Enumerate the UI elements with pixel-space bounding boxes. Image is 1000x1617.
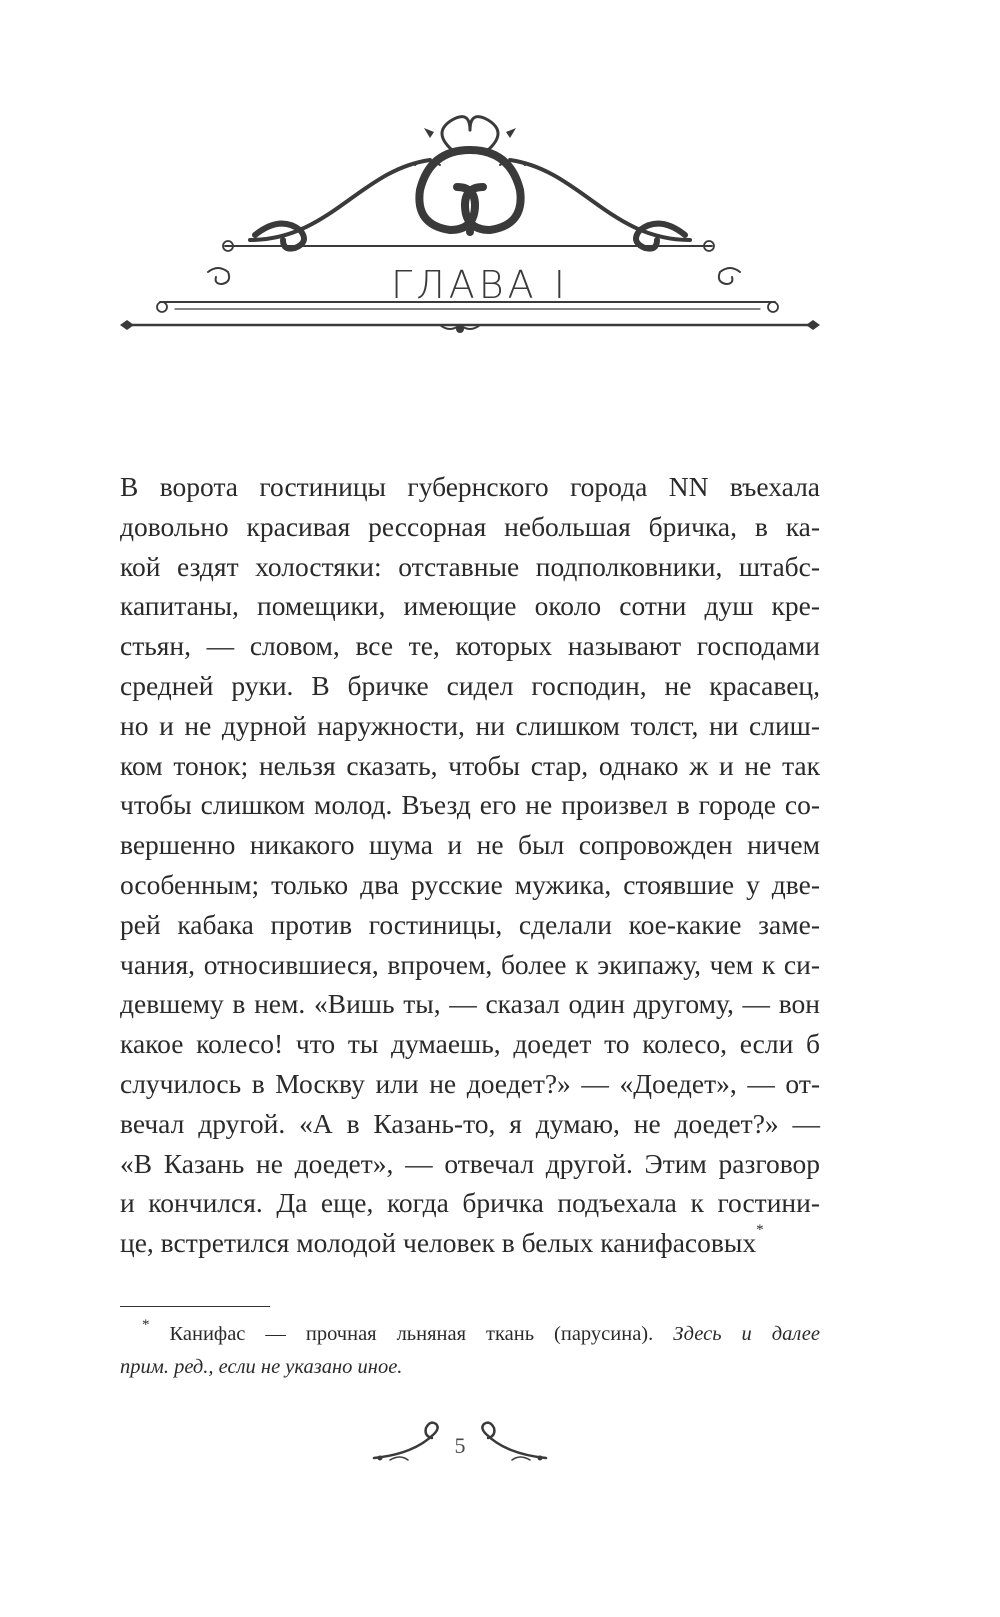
text-line: девшему в нем. «Вишь ты, — сказал один другому, — вон: [120, 988, 820, 1020]
text-line: чтобы слишком молод. Въезд его не произвел в городе со-: [120, 789, 820, 821]
text-line: це, встретился молодой человек в белых канифасовых: [120, 1227, 757, 1259]
footnote-reference: *: [756, 1222, 764, 1239]
text-line: стьян, — словом, все те, которых называют господами: [120, 630, 820, 662]
footnote-text: Канифас — прочная льняная ткань (парусина).: [169, 1323, 654, 1345]
text-line-last: [120, 1223, 820, 1263]
footnote-divider: [120, 1306, 270, 1307]
text-line: чания, относившиеся, впрочем, более к экипажу, чем к си-: [120, 948, 820, 980]
footnote-line: [120, 1318, 820, 1351]
footnote-line: [120, 1351, 820, 1384]
text-line: В ворота гостиницы губернского города NN въехала: [120, 471, 820, 502]
text-line: средней руки. В бричке сидел господин, не красавец,: [120, 669, 820, 701]
text-line: кой ездят холостяки: отставные подполковники, штабс-: [120, 550, 820, 582]
text-line: случилось в Москву или не доедет?» — «Доедет», — от-: [120, 1067, 820, 1099]
footnote: [120, 1318, 820, 1384]
footnote-marker: *: [142, 1317, 150, 1333]
footnote-italic: Здесь и далее: [673, 1323, 820, 1345]
text-line: рей кабака против гостиницы, сделали кое-какие заме-: [120, 908, 820, 940]
footnote-italic: прим. ред., если не указано иное.: [120, 1356, 403, 1378]
text-line: но и не дурной наружности, ни слишком толст, ни слиш-: [120, 709, 820, 741]
text-line: и кончился. Да еще, когда бричка подъехала к гостини-: [120, 1187, 820, 1219]
text-line: вершенно никакого шума и не был сопровожден ничем: [120, 829, 820, 861]
text-line: довольно красивая рессорная небольшая бричка, в ка-: [120, 510, 820, 542]
body-text: [120, 467, 820, 1263]
text-line: капитаны, помещики, имеющие около сотни душ кре-: [120, 590, 820, 622]
text-line: «В Казань не доедет», — отвечал другой. Этим разговор: [120, 1147, 820, 1179]
text-line: какое колесо! что ты думаешь, доедет то колесо, если б: [120, 1028, 820, 1060]
text-line: вечал другой. «А в Казань-то, я думаю, не доедет?» —: [120, 1107, 820, 1139]
text-line: особенным; только два русские мужика, стоявшие у две-: [120, 868, 820, 900]
chapter-header-ornament: [0, 0, 1000, 400]
text-line: ком тонок; нельзя сказать, чтобы стар, однако ж и не так: [120, 749, 820, 781]
chapter-title: ГЛАВА I: [391, 263, 569, 307]
page-number: 5: [454, 1433, 466, 1458]
